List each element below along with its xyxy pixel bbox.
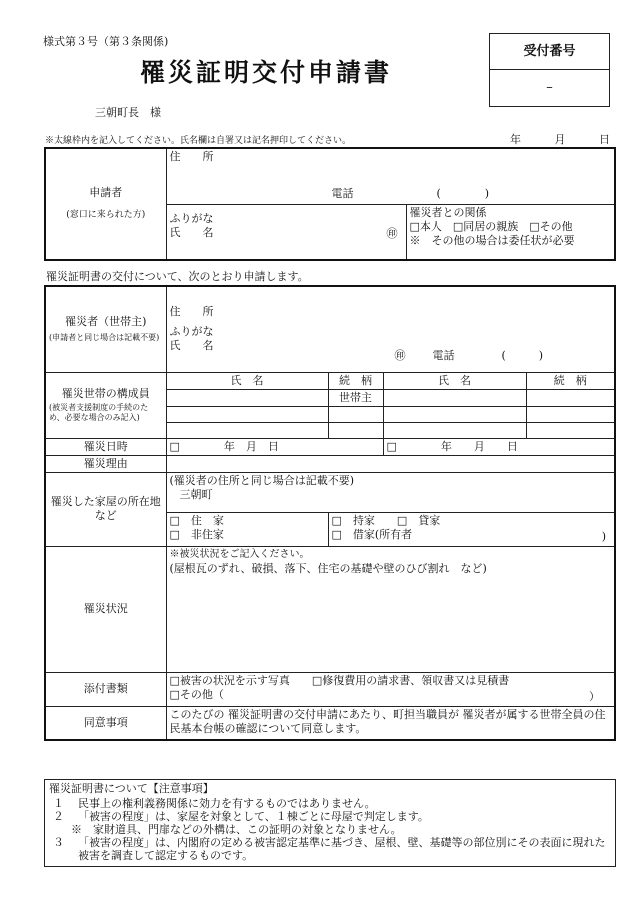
victim-address-label: 住 所: [169, 305, 214, 318]
relation-title: 罹災者との関係: [409, 205, 487, 219]
note-2: [45, 810, 615, 823]
consent-label: 同意事項: [45, 706, 166, 740]
relation-note: ※ その他の場合は委任状が必要: [409, 233, 575, 247]
household-relation-cell[interactable]: [328, 422, 383, 438]
attachments-cell[interactable]: [166, 672, 615, 706]
attachments-label: 添付書類: [45, 672, 166, 706]
victim-furigana-label: ふりがな: [169, 325, 214, 338]
disaster-reason-label: 罹災理由: [45, 455, 166, 472]
note-3-text: 「被害の程度」は、内閣府の定める被害認定基準に基づき、屋根、壁、基礎等の部位別にその表面に現れた被害を調査して認定するものです。: [78, 836, 606, 862]
notes-box: [44, 779, 616, 867]
victim-seal: ㊞: [394, 349, 406, 362]
attachments-line1[interactable]: □被害の状況を示す写真 □修復費用の請求書、領収書又は見積書: [169, 673, 510, 687]
applicant-phone-parens: ( ): [436, 187, 490, 200]
disaster-date-label: 罹災日時: [45, 438, 166, 455]
note-2-text: 「被害の程度」は、家屋を対象として、１棟ごとに母屋で判定します。: [78, 810, 429, 823]
consent-text: このたびの 罹災証明書の交付申請にあたり、町担当職員が 罹災者が属する世帯全員の住民基本台帳の確認について同意します。: [166, 706, 615, 740]
victim-name-label: 氏 名: [169, 339, 214, 352]
household-name-cell[interactable]: [166, 389, 328, 406]
household-sublabel: (被災者支援制度の手続のため、必要な場合のみ記入): [49, 403, 149, 422]
household-label-cell: [45, 372, 166, 438]
application-date[interactable]: 年 月 日: [510, 133, 610, 146]
note-3-number: ３: [53, 836, 64, 849]
household-name-cell[interactable]: [383, 389, 526, 406]
household-col-name-1: 氏 名: [166, 372, 328, 389]
applicant-phone-label: 電話: [331, 187, 354, 200]
receipt-number-value[interactable]: –: [546, 80, 553, 95]
household-name-cell[interactable]: [166, 422, 328, 438]
note-2-sub: ※ 家財道具、門扉などの外構は、この証明の対象となりません。: [71, 823, 402, 836]
note-1-text: 民事上の権利義務関係に効力を有するものではありません。: [78, 797, 376, 810]
house-type-cell[interactable]: [166, 512, 328, 546]
applicant-address-label: 住 所: [169, 150, 214, 163]
applicant-address-cell[interactable]: [166, 148, 615, 204]
damage-label: 罹災状況: [45, 546, 166, 672]
house-location-label: 罹災した家屋の所在地など: [45, 472, 166, 546]
victim-label: 罹災者（世帯主): [65, 315, 147, 329]
note-3: [45, 836, 615, 862]
household-relation-cell[interactable]: [526, 389, 615, 406]
ownership-lease[interactable]: □ 借家(所有者: [331, 527, 413, 541]
household-col-relation-2: 続 柄: [526, 372, 615, 389]
fill-instruction: ※太線枠内を記入してください。氏名欄は自署又は記名押印してください。: [45, 136, 352, 146]
household-head-relation: 世帯主: [328, 389, 383, 406]
household-name-cell[interactable]: [383, 422, 526, 438]
disaster-date-right[interactable]: □ 年 月 日: [383, 438, 615, 455]
ownership-lease-close: ): [601, 529, 606, 543]
house-location-town: 三朝町: [179, 487, 213, 501]
household-name-cell[interactable]: [383, 406, 526, 422]
household-col-name-2: 氏 名: [383, 372, 526, 389]
household-name-cell[interactable]: [166, 406, 328, 422]
victim-table: [44, 285, 616, 741]
victim-phone-label: 電話: [432, 349, 455, 362]
household-relation-cell[interactable]: [526, 406, 615, 422]
applicant-seal: ㊞: [386, 226, 398, 240]
victim-sublabel: (申請者と同じ場合は記載不要): [49, 333, 160, 343]
notes-title: 罹災証明書について【注意事項】: [49, 782, 214, 795]
applicant-label: 申請者: [89, 186, 123, 199]
note-2-number: ２: [53, 810, 64, 823]
note-1-number: １: [53, 797, 64, 810]
damage-example: (屋根瓦のずれ、破損、落下、住宅の基礎や壁のひび割れ など): [169, 561, 487, 575]
applicant-table: [44, 147, 616, 261]
applicant-furigana-label: ふりがな: [169, 211, 214, 225]
household-relation-cell[interactable]: [328, 406, 383, 422]
house-type-non-residence[interactable]: □ 非住家: [169, 527, 224, 541]
attachments-line2-close: ）: [589, 689, 600, 703]
applicant-sublabel: (窓口に来られた方): [66, 210, 146, 220]
applicant-name-cell[interactable]: [166, 204, 406, 260]
addressee: 三朝町長 様: [95, 106, 161, 119]
attachments-line2[interactable]: □その他（: [169, 687, 224, 701]
applicant-name-label: 氏 名: [169, 225, 214, 239]
victim-phone-parens: ( ): [501, 349, 544, 362]
ownership-own-rent[interactable]: □ 持家 □ 貸家: [331, 513, 441, 527]
relation-options[interactable]: □本人 □同居の親族 □その他: [409, 219, 573, 233]
household-relation-cell[interactable]: [526, 422, 615, 438]
damage-note: ※被災状況をご記入ください。: [169, 548, 310, 560]
household-col-relation-1: 続 柄: [328, 372, 383, 389]
ownership-cell[interactable]: [328, 512, 615, 546]
receipt-number-box: [489, 33, 610, 107]
form-title: 罹災証明交付申請書: [140, 58, 393, 87]
disaster-date-left[interactable]: □ 年 月 日: [166, 438, 383, 455]
household-label: 罹災世帯の構成員: [61, 387, 150, 400]
damage-cell[interactable]: [166, 546, 615, 672]
house-location-cell[interactable]: [166, 472, 615, 512]
application-statement: 罹災証明書の交付について、次のとおり申請します。: [46, 270, 309, 283]
victim-label-cell: [45, 286, 166, 372]
victim-info-cell[interactable]: [166, 286, 615, 372]
note-1: [45, 797, 615, 810]
house-location-note: (罹災者の住所と同じ場合は記載不要): [169, 473, 355, 487]
form-number: 様式第３号（第３条関係): [43, 35, 169, 48]
relation-cell: [406, 204, 615, 260]
disaster-reason-input[interactable]: [166, 455, 615, 472]
house-type-residence[interactable]: □ 住 家: [169, 513, 224, 527]
receipt-number-label: 受付番号: [490, 34, 609, 70]
applicant-label-cell: [45, 148, 166, 260]
